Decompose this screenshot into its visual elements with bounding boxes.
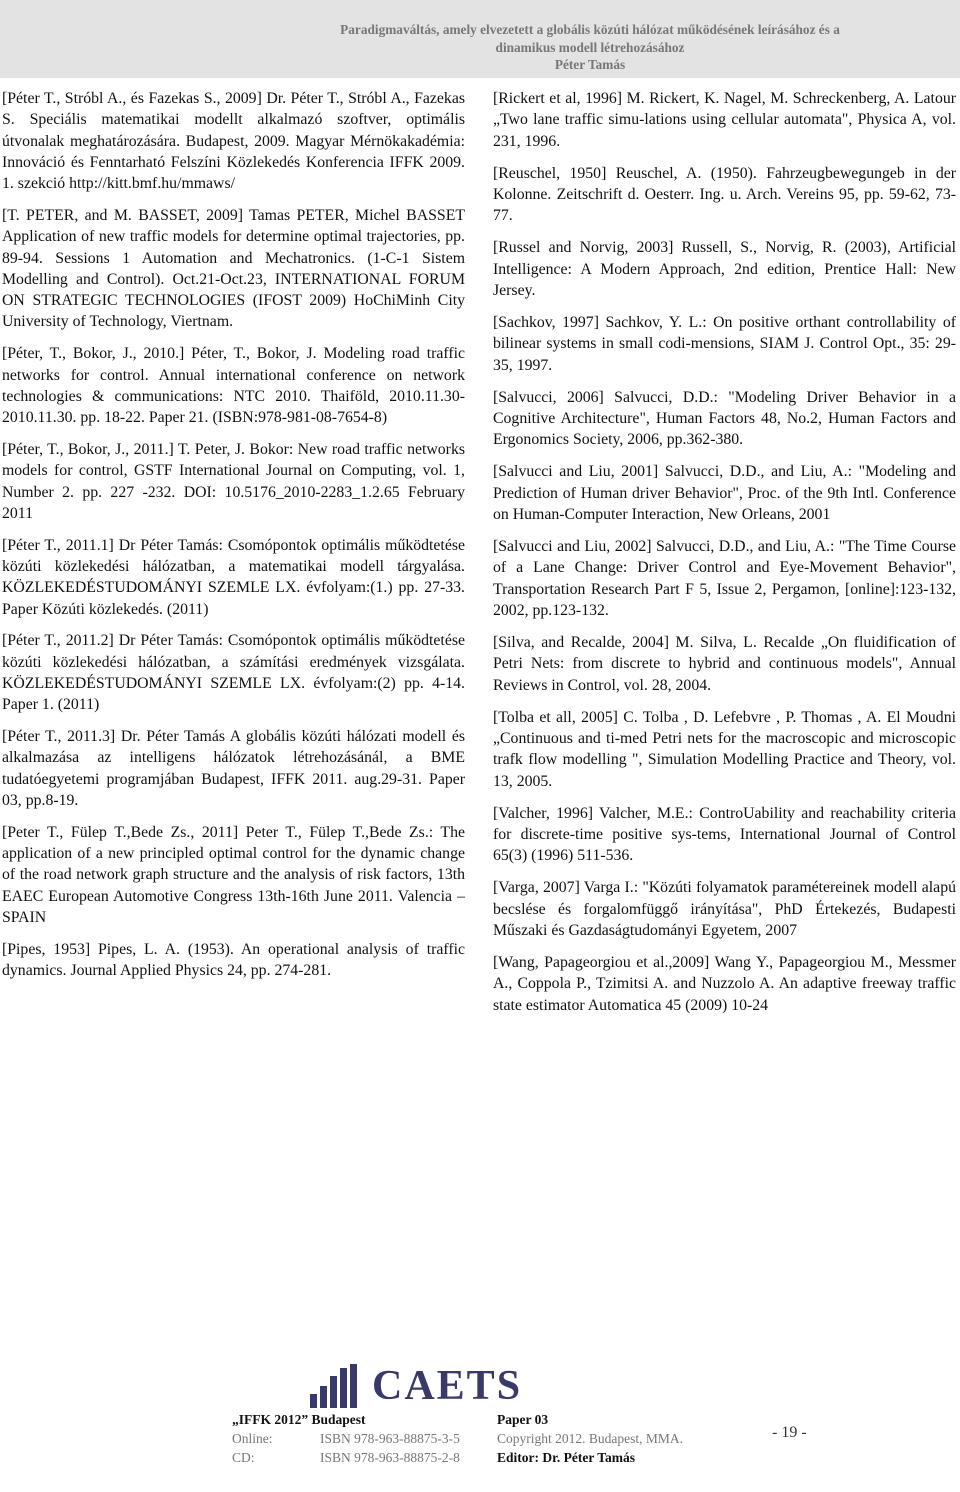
reference-item: [Wang, Papageorgiou et al.,2009] Wang Y., Papageorgiou M., Messmer A., Coppola P., Tzimitsi A. and Nuzzolo A. An adaptive freeway traffic state estimator Automatica 45 (2009) 10-24 <box>493 954 956 1014</box>
footer-online-label: Online: <box>232 1431 273 1446</box>
page-number: - 19 - <box>772 1424 807 1441</box>
reference-item: [Péter T., 2011.3] Dr. Péter Tamás A globális közúti hálózati modell és alkalmazása az intelligens hálózatok létrehozásánál, a BME tudatóegyetemi programjában Budapest, IFFK 2011. aug.29-31. Paper 03, pp.8-19. <box>2 728 465 809</box>
reference-item: [Pipes, 1953] Pipes, L. A. (1953). An operational analysis of traffic dynamics. Journal Applied Physics 24, pp. 274-281. <box>2 940 465 979</box>
footer-copyright: Copyright 2012. Budapest, MMA. <box>497 1431 684 1446</box>
footer-paper-info <box>497 1410 683 1467</box>
header-text <box>220 21 960 74</box>
reference-item: [Péter T., 2011.1] Dr Péter Tamás: Csomópontok optimális működtetése közúti közlekedési hálózatban, a matematikai modell tárgyalása. KÖZLEKEDÉSTUDOMÁNYI SZEMLE LX. évfolyam:(1.) pp. 27-33. Paper Közúti közlekedés. (2011) <box>2 536 465 618</box>
reference-item: [Tolba et all, 2005] C. Tolba , D. Lefebvre , P. Thomas , A. El Moudni „Continuous and ti-med Petri nets for the macroscopic and microscopic trafk flow modelling ", Simulation Modelling Practice and Theory, vol. 13, 2005. <box>493 708 956 790</box>
references-left-column <box>2 88 465 981</box>
reference-item: [Peter T., Fülep T.,Bede Zs., 2011] Peter T., Fülep T.,Bede Zs.: The application of a new principled optimal control for the dynamic change of the road network graph structure and the analysis of risk factors, 13th EAEC European Automotive Congress 13th-16th June 2011. Valencia – SPAIN <box>2 823 465 926</box>
header-title-line2: dinamikus modell létrehozásához <box>495 39 685 55</box>
reference-item: [Salvucci and Liu, 2001] Salvucci, D.D., and Liu, A.: "Modeling and Prediction of Human driver Behavior", Proc. of the 9th Intl. Conference on Human-Computer Interaction, New Orleans, 2001 <box>493 463 956 524</box>
caets-logo <box>310 1360 570 1412</box>
caets-logo-icon <box>310 1364 366 1408</box>
footer-cd-isbn-row <box>232 1448 460 1467</box>
reference-item: [Reuschel, 1950] Reuschel, A. (1950). Fahrzeugbewegungeb in der Kolonne. Zeitschrift d. Oesterr. Ing. u. Arch. Vereins 95, pp. 59-62, 73-77. <box>493 164 956 225</box>
header-author: Péter Tamás <box>554 57 626 72</box>
reference-item: [Péter, T., Bokor, J., 2011.] T. Peter, J. Bokor: New road traffic networks models for control, GSTF International Journal on Computing, vol. 1, Number 2. pp. 227 -232. DOI: 10.5176_2010-2283_1.2.65 February 2011 <box>2 440 465 522</box>
footer-conference-info <box>232 1410 460 1467</box>
footer-paper: Paper 03 <box>497 1412 549 1427</box>
footer-conference: „IFFK 2012” Budapest <box>232 1412 366 1427</box>
footer-cd-label: CD: <box>232 1450 255 1465</box>
reference-item: [Varga, 2007] Varga I.: "Közúti folyamatok paramétereinek modell alapú becslése és forgalomfüggő irányítása", PhD Értekezés, Budapesti Műszaki és Gazdaságtudományi Egyetem, 2007 <box>493 879 956 940</box>
page-header <box>0 0 960 78</box>
reference-item: [Sachkov, 1997] Sachkov, Y. L.: On positive orthant controllability of bilinear systems in small codi-mensions, SIAM J. Control Opt., 35: 29-35, 1997. <box>493 314 956 374</box>
reference-item: [Salvucci and Liu, 2002] Salvucci, D.D., and Liu, A.: "The Time Course of a Lane Change: Driver Control and Eye-Movement Behavior", Transportation Research Part F 5, Issue 2, Pergamon, [online]:123-132, 2002, pp.123-132. <box>493 538 956 620</box>
reference-item: [Rickert et al, 1996] M. Rickert, K. Nagel, M. Schreckenberg, A. Latour „Two lane traffic simu-lations using cellular automata", Physica A, vol. 231, 1996. <box>493 90 956 150</box>
reference-item: [Péter T., Stróbl A., és Fazekas S., 2009] Dr. Péter T., Stróbl A., Fazekas S. Speciális matematikai modellt alkalmazó szoftver, optimális útvonalak meghatározására. Budapest, 2009. Magyar Mérnökakadémia: Innováció és Fenntarható Felszíni Közlekedés Konferencia IFFK 2009. 1. szekció http://kitt.bmf.hu/mmaws/ <box>2 90 465 193</box>
reference-item: [Russel and Norvig, 2003] Russell, S., Norvig, R. (2003), Artificial Intelligence: A Modern Approach, 2nd edition, Prentice Hall: New Jersey. <box>493 239 956 299</box>
reference-item: [T. PETER, and M. BASSET, 2009] Tamas PETER, Michel BASSET Application of new traffic models for determine optimal trajectories, pp. 89-94. Sessions 1 Automation and Mechatronics. (1-C-1 Sistem Modelling and Control). Oct.21-Oct.23, INTERNATIONAL FORUM ON STRATEGIC TECHNOLOGIES (IFOST 2009) HoChiMinh City University of Technology, Viertnam. <box>2 206 465 331</box>
footer-cd-isbn: ISBN 978-963-88875-2-8 <box>320 1450 460 1465</box>
reference-item: [Silva, and Recalde, 2004] M. Silva, L. Recalde „On fluidification of Petri Nets: from discrete to hybrid and continuous models", Annual Reviews in Control, vol. 28, 2004. <box>493 634 956 694</box>
footer-editor: Editor: Dr. Péter Tamás <box>497 1450 635 1465</box>
reference-item: [Péter T., 2011.2] Dr Péter Tamás: Csomópontok optimális működtetése közúti közlekedési hálózatban, a számítási eredmények vizsgálata. KÖZLEKEDÉSTUDOMÁNYI SZEMLE LX. évfolyam:(2) pp. 4-14. Paper 1. (2011) <box>2 632 465 714</box>
footer-online-isbn-row <box>232 1429 460 1448</box>
reference-item: [Valcher, 1996] Valcher, M.E.: ControUability and reachability criteria for discrete-time positive sys-tems, International Journal of Control 65(3) (1996) 511-536. <box>493 804 956 865</box>
caets-logo-text: CAETS <box>372 1363 523 1409</box>
header-title-line1: Paradigmaváltás, amely elvezetett a globális közúti hálózat működésének leírásához és a <box>340 22 840 37</box>
page-footer <box>0 1348 960 1492</box>
reference-item: [Péter, T., Bokor, J., 2010.] Péter, T., Bokor, J. Modeling road traffic networks for control. Annual international conference on network technologies & communications: NTC 2010. Thaiföld, 2010.11.30-2010.11.30. pp. 18-22. Paper 21. (ISBN:978-981-08-7654-8) <box>2 345 465 427</box>
footer-online-isbn: ISBN 978-963-88875-3-5 <box>320 1431 460 1446</box>
references-right-column <box>493 88 956 1027</box>
reference-item: [Salvucci, 2006] Salvucci, D.D.: "Modeling Driver Behavior in a Cognitive Architecture", Human Factors 48, No.2, Human Factors and Ergonomics Society, 2006, pp.362-380. <box>493 388 956 449</box>
